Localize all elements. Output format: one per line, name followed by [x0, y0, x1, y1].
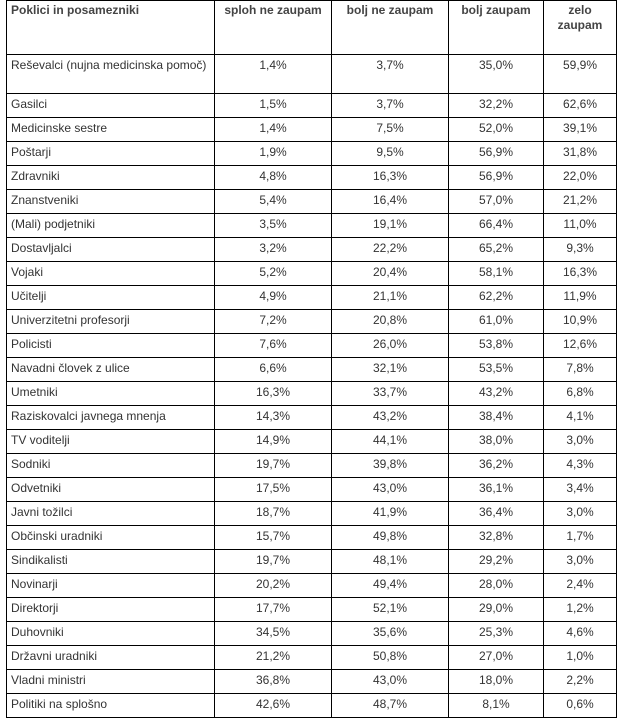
rather-no-trust-cell: 43,0% [332, 670, 449, 694]
table-row [7, 334, 617, 358]
rather-no-trust-cell: 41,9% [332, 502, 449, 526]
no-trust-at-all-cell: 4,8% [215, 166, 332, 190]
rather-no-trust-cell: 49,8% [332, 526, 449, 550]
table-row [7, 526, 617, 550]
table-row [7, 646, 617, 670]
strongly-trust-cell: 11,9% [544, 286, 617, 310]
rather-no-trust-cell: 33,7% [332, 382, 449, 406]
rather-no-trust-cell: 52,1% [332, 598, 449, 622]
strongly-trust-cell: 4,3% [544, 454, 617, 478]
rather-trust-cell: 8,1% [449, 694, 544, 718]
profession-cell: Navadni človek z ulice [7, 358, 215, 382]
rather-no-trust-cell: 20,8% [332, 310, 449, 334]
no-trust-at-all-cell: 19,7% [215, 454, 332, 478]
no-trust-at-all-cell: 1,4% [215, 55, 332, 94]
no-trust-at-all-cell: 21,2% [215, 646, 332, 670]
header-rather-trust: bolj zaupam [449, 1, 544, 55]
no-trust-at-all-cell: 14,9% [215, 430, 332, 454]
no-trust-at-all-cell: 17,5% [215, 478, 332, 502]
profession-cell: Poštarji [7, 142, 215, 166]
no-trust-at-all-cell: 3,5% [215, 214, 332, 238]
rather-trust-cell: 29,0% [449, 598, 544, 622]
profession-cell: Novinarji [7, 574, 215, 598]
table-row [7, 190, 617, 214]
profession-cell: Raziskovalci javnega mnenja [7, 406, 215, 430]
strongly-trust-cell: 0,6% [544, 694, 617, 718]
strongly-trust-cell: 7,8% [544, 358, 617, 382]
no-trust-at-all-cell: 34,5% [215, 622, 332, 646]
table-row [7, 622, 617, 646]
rather-no-trust-cell: 49,4% [332, 574, 449, 598]
strongly-trust-cell: 3,0% [544, 502, 617, 526]
rather-no-trust-cell: 48,7% [332, 694, 449, 718]
rather-no-trust-cell: 35,6% [332, 622, 449, 646]
profession-cell: Dostavljalci [7, 238, 215, 262]
profession-cell: Znanstveniki [7, 190, 215, 214]
strongly-trust-cell: 3,4% [544, 478, 617, 502]
rather-trust-cell: 53,8% [449, 334, 544, 358]
strongly-trust-cell: 6,8% [544, 382, 617, 406]
no-trust-at-all-cell: 19,7% [215, 550, 332, 574]
rather-no-trust-cell: 9,5% [332, 142, 449, 166]
strongly-trust-cell: 16,3% [544, 262, 617, 286]
no-trust-at-all-cell: 16,3% [215, 382, 332, 406]
strongly-trust-cell: 31,8% [544, 142, 617, 166]
profession-cell: Sindikalisti [7, 550, 215, 574]
no-trust-at-all-cell: 1,9% [215, 142, 332, 166]
rather-no-trust-cell: 21,1% [332, 286, 449, 310]
table-row [7, 502, 617, 526]
rather-trust-cell: 62,2% [449, 286, 544, 310]
rather-trust-cell: 52,0% [449, 118, 544, 142]
header-strongly-trust: zelo zaupam [544, 1, 617, 55]
profession-cell: Reševalci (nujna medicinska pomoč) [7, 55, 215, 94]
rather-trust-cell: 18,0% [449, 670, 544, 694]
strongly-trust-cell: 21,2% [544, 190, 617, 214]
rather-no-trust-cell: 3,7% [332, 55, 449, 94]
profession-cell: Medicinske sestre [7, 118, 215, 142]
rather-no-trust-cell: 3,7% [332, 94, 449, 118]
strongly-trust-cell: 39,1% [544, 118, 617, 142]
table-row [7, 478, 617, 502]
rather-trust-cell: 32,8% [449, 526, 544, 550]
no-trust-at-all-cell: 17,7% [215, 598, 332, 622]
strongly-trust-cell: 11,0% [544, 214, 617, 238]
rather-no-trust-cell: 39,8% [332, 454, 449, 478]
strongly-trust-cell: 1,7% [544, 526, 617, 550]
rather-trust-cell: 65,2% [449, 238, 544, 262]
rather-no-trust-cell: 48,1% [332, 550, 449, 574]
rather-trust-cell: 57,0% [449, 190, 544, 214]
strongly-trust-cell: 59,9% [544, 55, 617, 94]
rather-trust-cell: 56,9% [449, 166, 544, 190]
profession-cell: Zdravniki [7, 166, 215, 190]
no-trust-at-all-cell: 14,3% [215, 406, 332, 430]
strongly-trust-cell: 9,3% [544, 238, 617, 262]
strongly-trust-cell: 22,0% [544, 166, 617, 190]
table-row [7, 214, 617, 238]
profession-cell: Državni uradniki [7, 646, 215, 670]
header-no-trust-at-all: sploh ne zaupam [215, 1, 332, 55]
table-row [7, 55, 617, 94]
no-trust-at-all-cell: 3,2% [215, 238, 332, 262]
rather-no-trust-cell: 16,4% [332, 190, 449, 214]
rather-no-trust-cell: 50,8% [332, 646, 449, 670]
table-row [7, 286, 617, 310]
table-header [7, 1, 617, 55]
strongly-trust-cell: 3,0% [544, 430, 617, 454]
no-trust-at-all-cell: 5,2% [215, 262, 332, 286]
no-trust-at-all-cell: 18,7% [215, 502, 332, 526]
strongly-trust-cell: 2,4% [544, 574, 617, 598]
table-row [7, 598, 617, 622]
profession-cell: Umetniki [7, 382, 215, 406]
strongly-trust-cell: 3,0% [544, 550, 617, 574]
header-profession: Poklici in posamezniki [7, 1, 215, 55]
rather-no-trust-cell: 32,1% [332, 358, 449, 382]
table-row [7, 454, 617, 478]
profession-cell: (Mali) podjetniki [7, 214, 215, 238]
profession-cell: Občinski uradniki [7, 526, 215, 550]
rather-trust-cell: 58,1% [449, 262, 544, 286]
profession-cell: Sodniki [7, 454, 215, 478]
trust-table-container [6, 0, 617, 718]
profession-cell: Vladni ministri [7, 670, 215, 694]
strongly-trust-cell: 1,0% [544, 646, 617, 670]
profession-cell: Univerzitetni profesorji [7, 310, 215, 334]
rather-trust-cell: 43,2% [449, 382, 544, 406]
rather-trust-cell: 38,4% [449, 406, 544, 430]
rather-trust-cell: 66,4% [449, 214, 544, 238]
table-row [7, 118, 617, 142]
table-row [7, 94, 617, 118]
header-row [7, 1, 617, 55]
no-trust-at-all-cell: 36,8% [215, 670, 332, 694]
profession-cell: Direktorji [7, 598, 215, 622]
no-trust-at-all-cell: 6,6% [215, 358, 332, 382]
table-row [7, 694, 617, 718]
rather-trust-cell: 27,0% [449, 646, 544, 670]
rather-trust-cell: 56,9% [449, 142, 544, 166]
rather-no-trust-cell: 19,1% [332, 214, 449, 238]
rather-no-trust-cell: 22,2% [332, 238, 449, 262]
strongly-trust-cell: 4,6% [544, 622, 617, 646]
strongly-trust-cell: 4,1% [544, 406, 617, 430]
profession-cell: Odvetniki [7, 478, 215, 502]
no-trust-at-all-cell: 4,9% [215, 286, 332, 310]
trust-table [6, 0, 617, 718]
table-row [7, 406, 617, 430]
header-rather-no-trust: bolj ne zaupam [332, 1, 449, 55]
table-row [7, 358, 617, 382]
table-row [7, 310, 617, 334]
rather-no-trust-cell: 44,1% [332, 430, 449, 454]
strongly-trust-cell: 1,2% [544, 598, 617, 622]
table-row [7, 550, 617, 574]
no-trust-at-all-cell: 42,6% [215, 694, 332, 718]
rather-trust-cell: 53,5% [449, 358, 544, 382]
table-row [7, 166, 617, 190]
profession-cell: Policisti [7, 334, 215, 358]
table-row [7, 238, 617, 262]
rather-no-trust-cell: 7,5% [332, 118, 449, 142]
strongly-trust-cell: 12,6% [544, 334, 617, 358]
strongly-trust-cell: 62,6% [544, 94, 617, 118]
rather-trust-cell: 28,0% [449, 574, 544, 598]
profession-cell: TV voditelji [7, 430, 215, 454]
table-row [7, 670, 617, 694]
table-row [7, 574, 617, 598]
profession-cell: Javni tožilci [7, 502, 215, 526]
no-trust-at-all-cell: 7,2% [215, 310, 332, 334]
rather-no-trust-cell: 16,3% [332, 166, 449, 190]
profession-cell: Duhovniki [7, 622, 215, 646]
rather-trust-cell: 61,0% [449, 310, 544, 334]
rather-no-trust-cell: 20,4% [332, 262, 449, 286]
profession-cell: Politiki na splošno [7, 694, 215, 718]
profession-cell: Gasilci [7, 94, 215, 118]
no-trust-at-all-cell: 15,7% [215, 526, 332, 550]
strongly-trust-cell: 2,2% [544, 670, 617, 694]
rather-trust-cell: 38,0% [449, 430, 544, 454]
table-row [7, 382, 617, 406]
profession-cell: Vojaki [7, 262, 215, 286]
rather-no-trust-cell: 26,0% [332, 334, 449, 358]
profession-cell: Učitelji [7, 286, 215, 310]
no-trust-at-all-cell: 20,2% [215, 574, 332, 598]
rather-trust-cell: 36,4% [449, 502, 544, 526]
no-trust-at-all-cell: 1,4% [215, 118, 332, 142]
table-row [7, 262, 617, 286]
rather-trust-cell: 29,2% [449, 550, 544, 574]
rather-trust-cell: 25,3% [449, 622, 544, 646]
rather-trust-cell: 36,1% [449, 478, 544, 502]
rather-no-trust-cell: 43,2% [332, 406, 449, 430]
no-trust-at-all-cell: 1,5% [215, 94, 332, 118]
no-trust-at-all-cell: 5,4% [215, 190, 332, 214]
rather-trust-cell: 35,0% [449, 55, 544, 94]
table-row [7, 142, 617, 166]
table-body [7, 55, 617, 718]
rather-no-trust-cell: 43,0% [332, 478, 449, 502]
table-row [7, 430, 617, 454]
strongly-trust-cell: 10,9% [544, 310, 617, 334]
rather-trust-cell: 36,2% [449, 454, 544, 478]
rather-trust-cell: 32,2% [449, 94, 544, 118]
no-trust-at-all-cell: 7,6% [215, 334, 332, 358]
